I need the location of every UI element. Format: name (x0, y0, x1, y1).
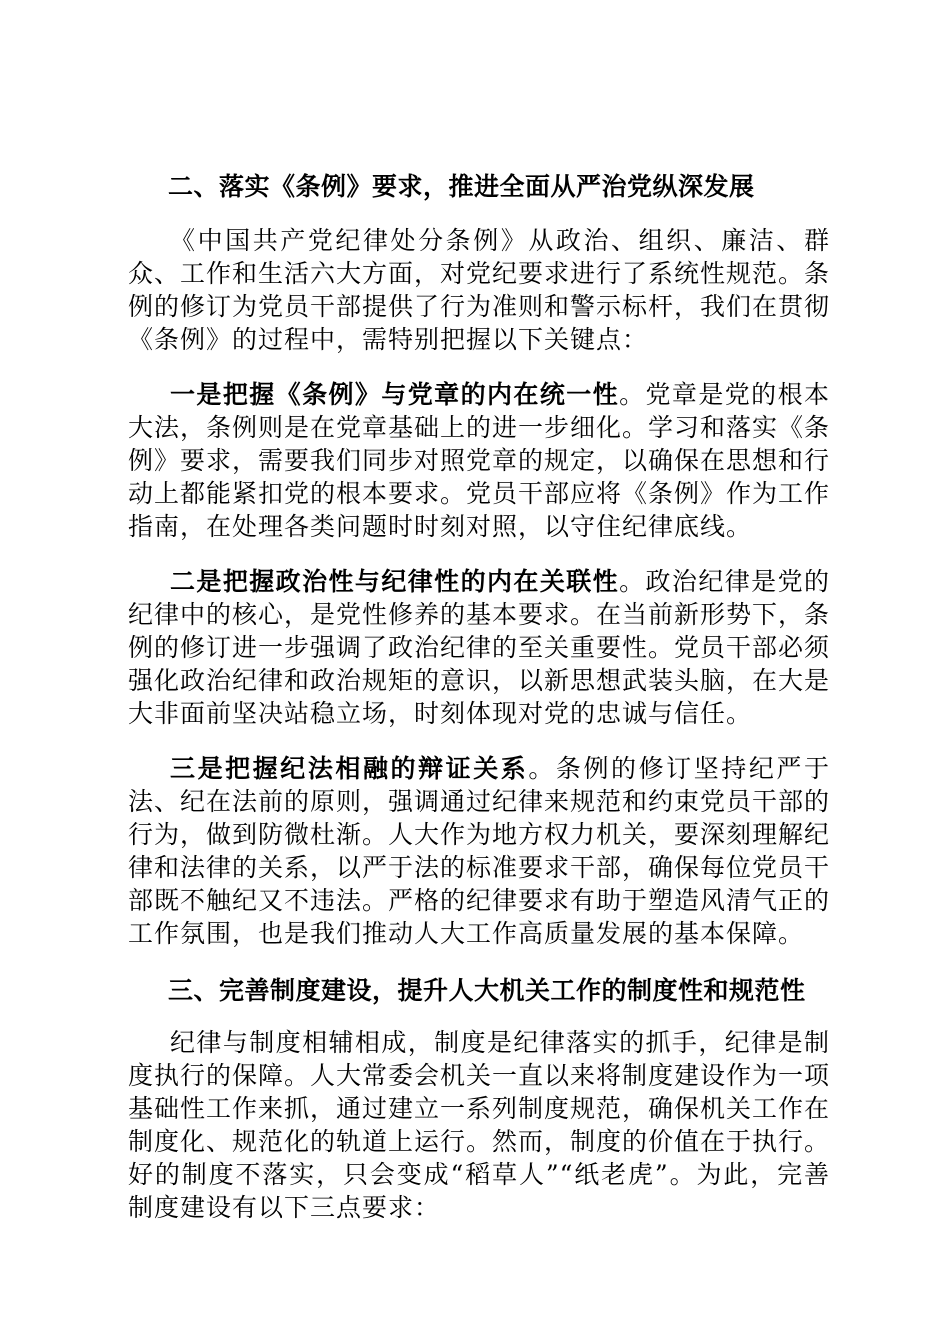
document-body (128, 168, 830, 1224)
point-3-lead: 三是把握纪法相融的辩证关系 (170, 754, 529, 783)
section-2-heading: 二、落实《条例》要求，推进全面从严治党纵深发展 (168, 172, 755, 201)
point-2-paragraph (128, 565, 830, 730)
point-2-body: 。政治纪律是党的纪律中的核心，是党性修养的基本要求。在当前新形势下，条例的修订进一步强调了政治纪律的至关重要性。党员干部必须强化政治纪律和政治规矩的意识，以新思想武装头脑，在大是大非面前坚决站稳立场，时刻体现对党的忠诚与信任。 (128, 567, 831, 728)
section-3-intro-paragraph: 纪律与制度相辅相成，制度是纪律落实的抓手，纪律是制度执行的保障。人大常委会机关一直以来将制度建设作为一项基础性工作来抓，通过建立一系列制度规范，确保机关工作在制度化、规范化的轨道上运行。然而，制度的价值在于执行。好的制度不落实，只会变成“稻草人”“纸老虎”。为此，完善制度建设有以下三点要求： (128, 1028, 831, 1222)
point-1-body: 。党章是党的根本大法，条例则是在党章基础上的进一步细化。学习和落实《条例》要求，需要我们同步对照党章的规定，以确保在思想和行动上都能紧扣党的根本要求。党员干部应将《条例》作为工作指南，在处理各类问题时时刻对照，以守住纪律底线。 (128, 380, 831, 541)
point-1-paragraph (128, 378, 830, 543)
point-3-body: 。条例的修订坚持纪严于法、纪在法前的原则，强调通过纪律来规范和约束党员干部的行为，做到防微杜渐。人大作为地方权力机关，要深刻理解纪律和法律的关系，以严于法的标准要求干部，确保每位党员干部既不触纪又不违法。严格的纪律要求有助于塑造风清气正的工作氛围，也是我们推动人大工作高质量发展的基本保障。 (128, 754, 831, 948)
section-3-heading: 三、完善制度建设，提升人大机关工作的制度性和规范性 (168, 976, 806, 1005)
point-2-lead: 二是把握政治性与纪律性的内在关联性 (170, 567, 620, 596)
section-2-intro-paragraph: 《中国共产党纪律处分条例》从政治、组织、廉洁、群众、工作和生活六大方面，对党纪要求进行了系统性规范。条例的修订为党员干部提供了行为准则和警示标杆，我们在贯彻《条例》的过程中，需特别把握以下关键点： (128, 226, 831, 354)
point-1-lead: 一是把握《条例》与党章的内在统一性 (170, 380, 620, 409)
point-3-paragraph (128, 752, 830, 950)
